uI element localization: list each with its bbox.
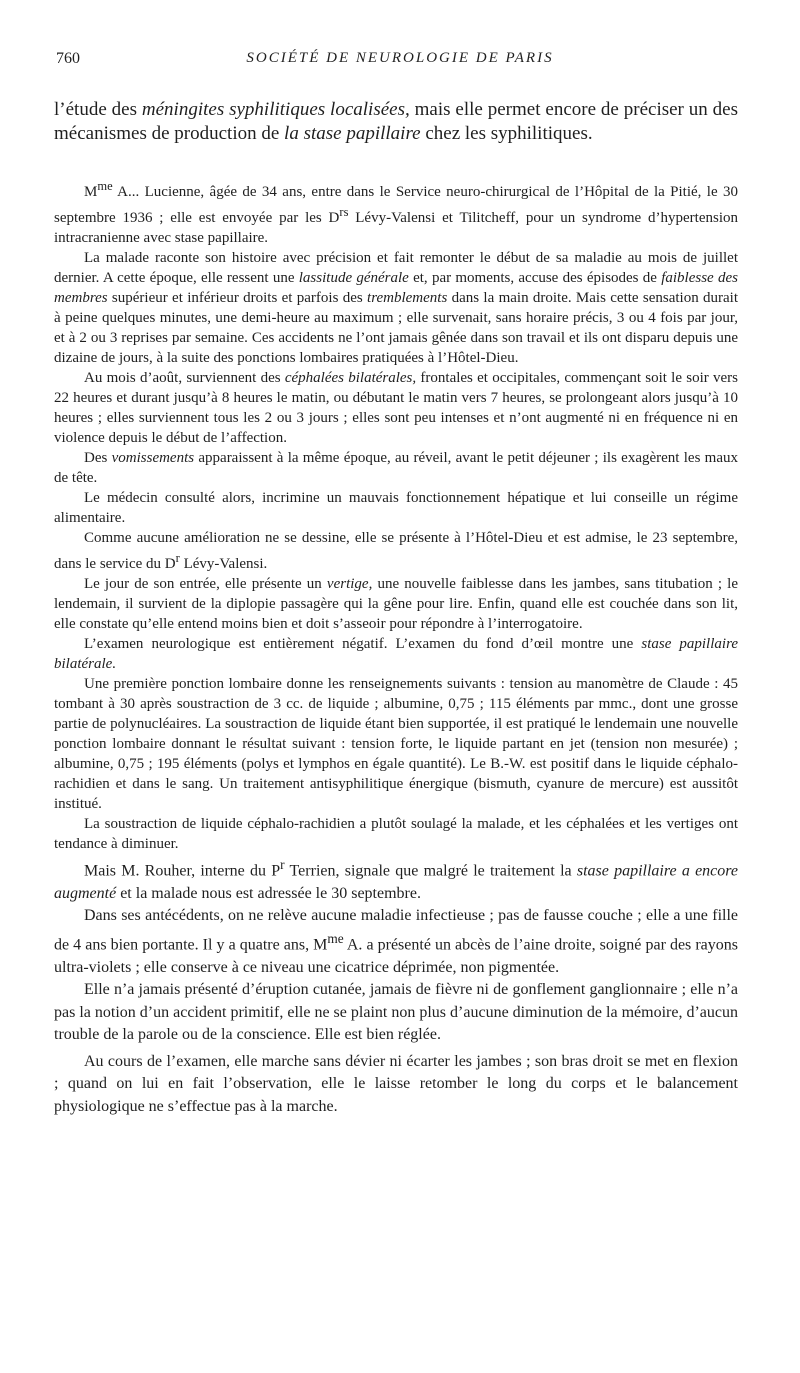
paragraph: Des vomissements apparaissent à la même époque, au réveil, avant le petit déjeuner ; ils exagèrent les maux de tête. — [54, 450, 739, 486]
page-number: 760 — [56, 50, 80, 67]
paragraph: Au mois d’août, surviennent des céphalées bilatérales, frontales et occipitales, commençant soit le soir vers 22 heures et durant jusqu’à 8 heures le matin, ou débutant le matin vers 7 heures, se prolongeant alors jusqu’à 10 heures ; elles surviennent tous les 2 ou 3 jours ; elles sont peu intenses et n’ont augmenté ni en fréquence ni en violence depuis le début de l’affection. — [54, 370, 739, 446]
journal-title: SOCIÉTÉ DE NEUROLOGIE DE PARIS — [246, 50, 554, 66]
paragraph: L’examen neurologique est entièrement négatif. L’examen du fond d’œil montre une stase papillaire bilatérale. — [54, 636, 739, 672]
paragraph: Le médecin consulté alors, incrimine un mauvais fonctionnement hépatique et lui conseille un régime alimentaire. — [54, 490, 738, 526]
running-header — [56, 50, 744, 72]
paragraph: Dans ses antécédents, on ne relève aucune maladie infectieuse ; pas de fausse couche ; elle a une fille de 4 ans bien portante. Il y a quatre ans, $M^{me}$ A. a présenté un abcès de l’aine droite, soigné par des rayons ultra-violets ; elle conserve à ce niveau une cicatrice déprimée, non pigmentée. — [54, 907, 738, 976]
paragraph: Une première ponction lombaire donne les renseignements suivants : tension au manomètre de Claude : 45 tombant à 30 après soustraction de 3 cc. de liquide ; albumine, 0,75 ; 115 éléments par mmc., dont une grosse partie de polynucléaires. La soustraction de liquide étant bien supportée, il est pratiqué le lendemain une nouvelle ponction lombaire donnant le résultat suivant : tension forte, le liquide partant en jet (tension non mesurée) ; albumine, 0,75 ; 195 éléments (polys et lymphos en égale quantité). Le B.-W. est positif dans le liquide céphalo-rachidien et dans le sang. Un traitement antisyphilitique énergique (bismuth, cyanure de mercure) est aussitôt institué. — [54, 676, 738, 812]
paragraph: Le jour de son entrée, elle présente un vertige, une nouvelle faiblesse dans les jambes, sans titubation ; le lendemain, il survient de la diplopie passagère qui la gêne pour lire. Enfin, quand elle est couchée dans son lit, elle constate qu’elle entend moins bien et doit s’asseoir pour répondre à l’interrogatoire. — [54, 576, 738, 632]
paragraph: Elle n’a jamais présenté d’éruption cutanée, jamais de fièvre ni de gonflement ganglionnaire ; elle n’a pas la notion d’un accident primitif, elle ne se plaint non plus d’aucune diminution de la mémoire, d’aucun trouble de la parole ou de la conscience. Elle est bien réglée. — [54, 981, 738, 1044]
paragraph: Mais M. Rouher, interne du $P^r$ Terrien, signale que malgré le traitement la stase papillaire a encore augmenté et la malade nous est adressée le 30 septembre. — [54, 857, 739, 902]
paragraph: La soustraction de liquide céphalo-rachidien a plutôt soulagé la malade, et les céphalées et les vertiges ont tendance à diminuer. — [54, 816, 738, 852]
paragraph: Comme aucune amélioration ne se dessine, elle se présente à l’Hôtel-Dieu et est admise, le 23 septembre, dans le service du $D^r$ Lévy-Valensi. — [54, 530, 738, 572]
lead-paragraph: l’étude des méningites syphilitiques localisées, mais elle permet encore de préciser un des mécanismes de production de la stase papillaire chez les syphilitiques. — [54, 99, 739, 144]
paragraph: La malade raconte son histoire avec précision et fait remonter le début de sa maladie au mois de juillet dernier. A cette époque, elle ressent une lassitude générale et, par moments, accuse des épisodes de faiblesse des membres supérieur et inférieur droits et parfois des tremblements dans la main droite. Mais cette sensation durait à peine quelques minutes, une demi-heure au maximum ; elle survenait, sans horaire précis, 3 ou 4 fois par jour, et à 2 ou 3 reprises par semaine. Ces accidents ne l’ont jamais gênée dans son travail et ils ont disparu depuis une dizaine de jours, à la suite des ponctions lombaires pratiquées à l’Hôtel-Dieu. — [54, 250, 738, 366]
paragraph: $M^{me}$ A... Lucienne, âgée de 34 ans, entre dans le Service neuro-chirurgical de l’Hôpital de la Pitié, le 30 septembre 1936 ; elle est envoyée par les $D^{rs}$ Lévy-Valensi et Tilitcheff, pour un syndrome d’hypertension intracranienne avec stase papillaire. — [54, 179, 739, 246]
paragraph: Au cours de l’examen, elle marche sans dévier ni écarter les jambes ; son bras droit se met en flexion ; quand on lui en fait l’observation, elle le laisse retomber le long du corps et le balancement physiologique ne s’effectue pas à la marche. — [54, 1052, 738, 1115]
case-report-body — [54, 176, 738, 1118]
